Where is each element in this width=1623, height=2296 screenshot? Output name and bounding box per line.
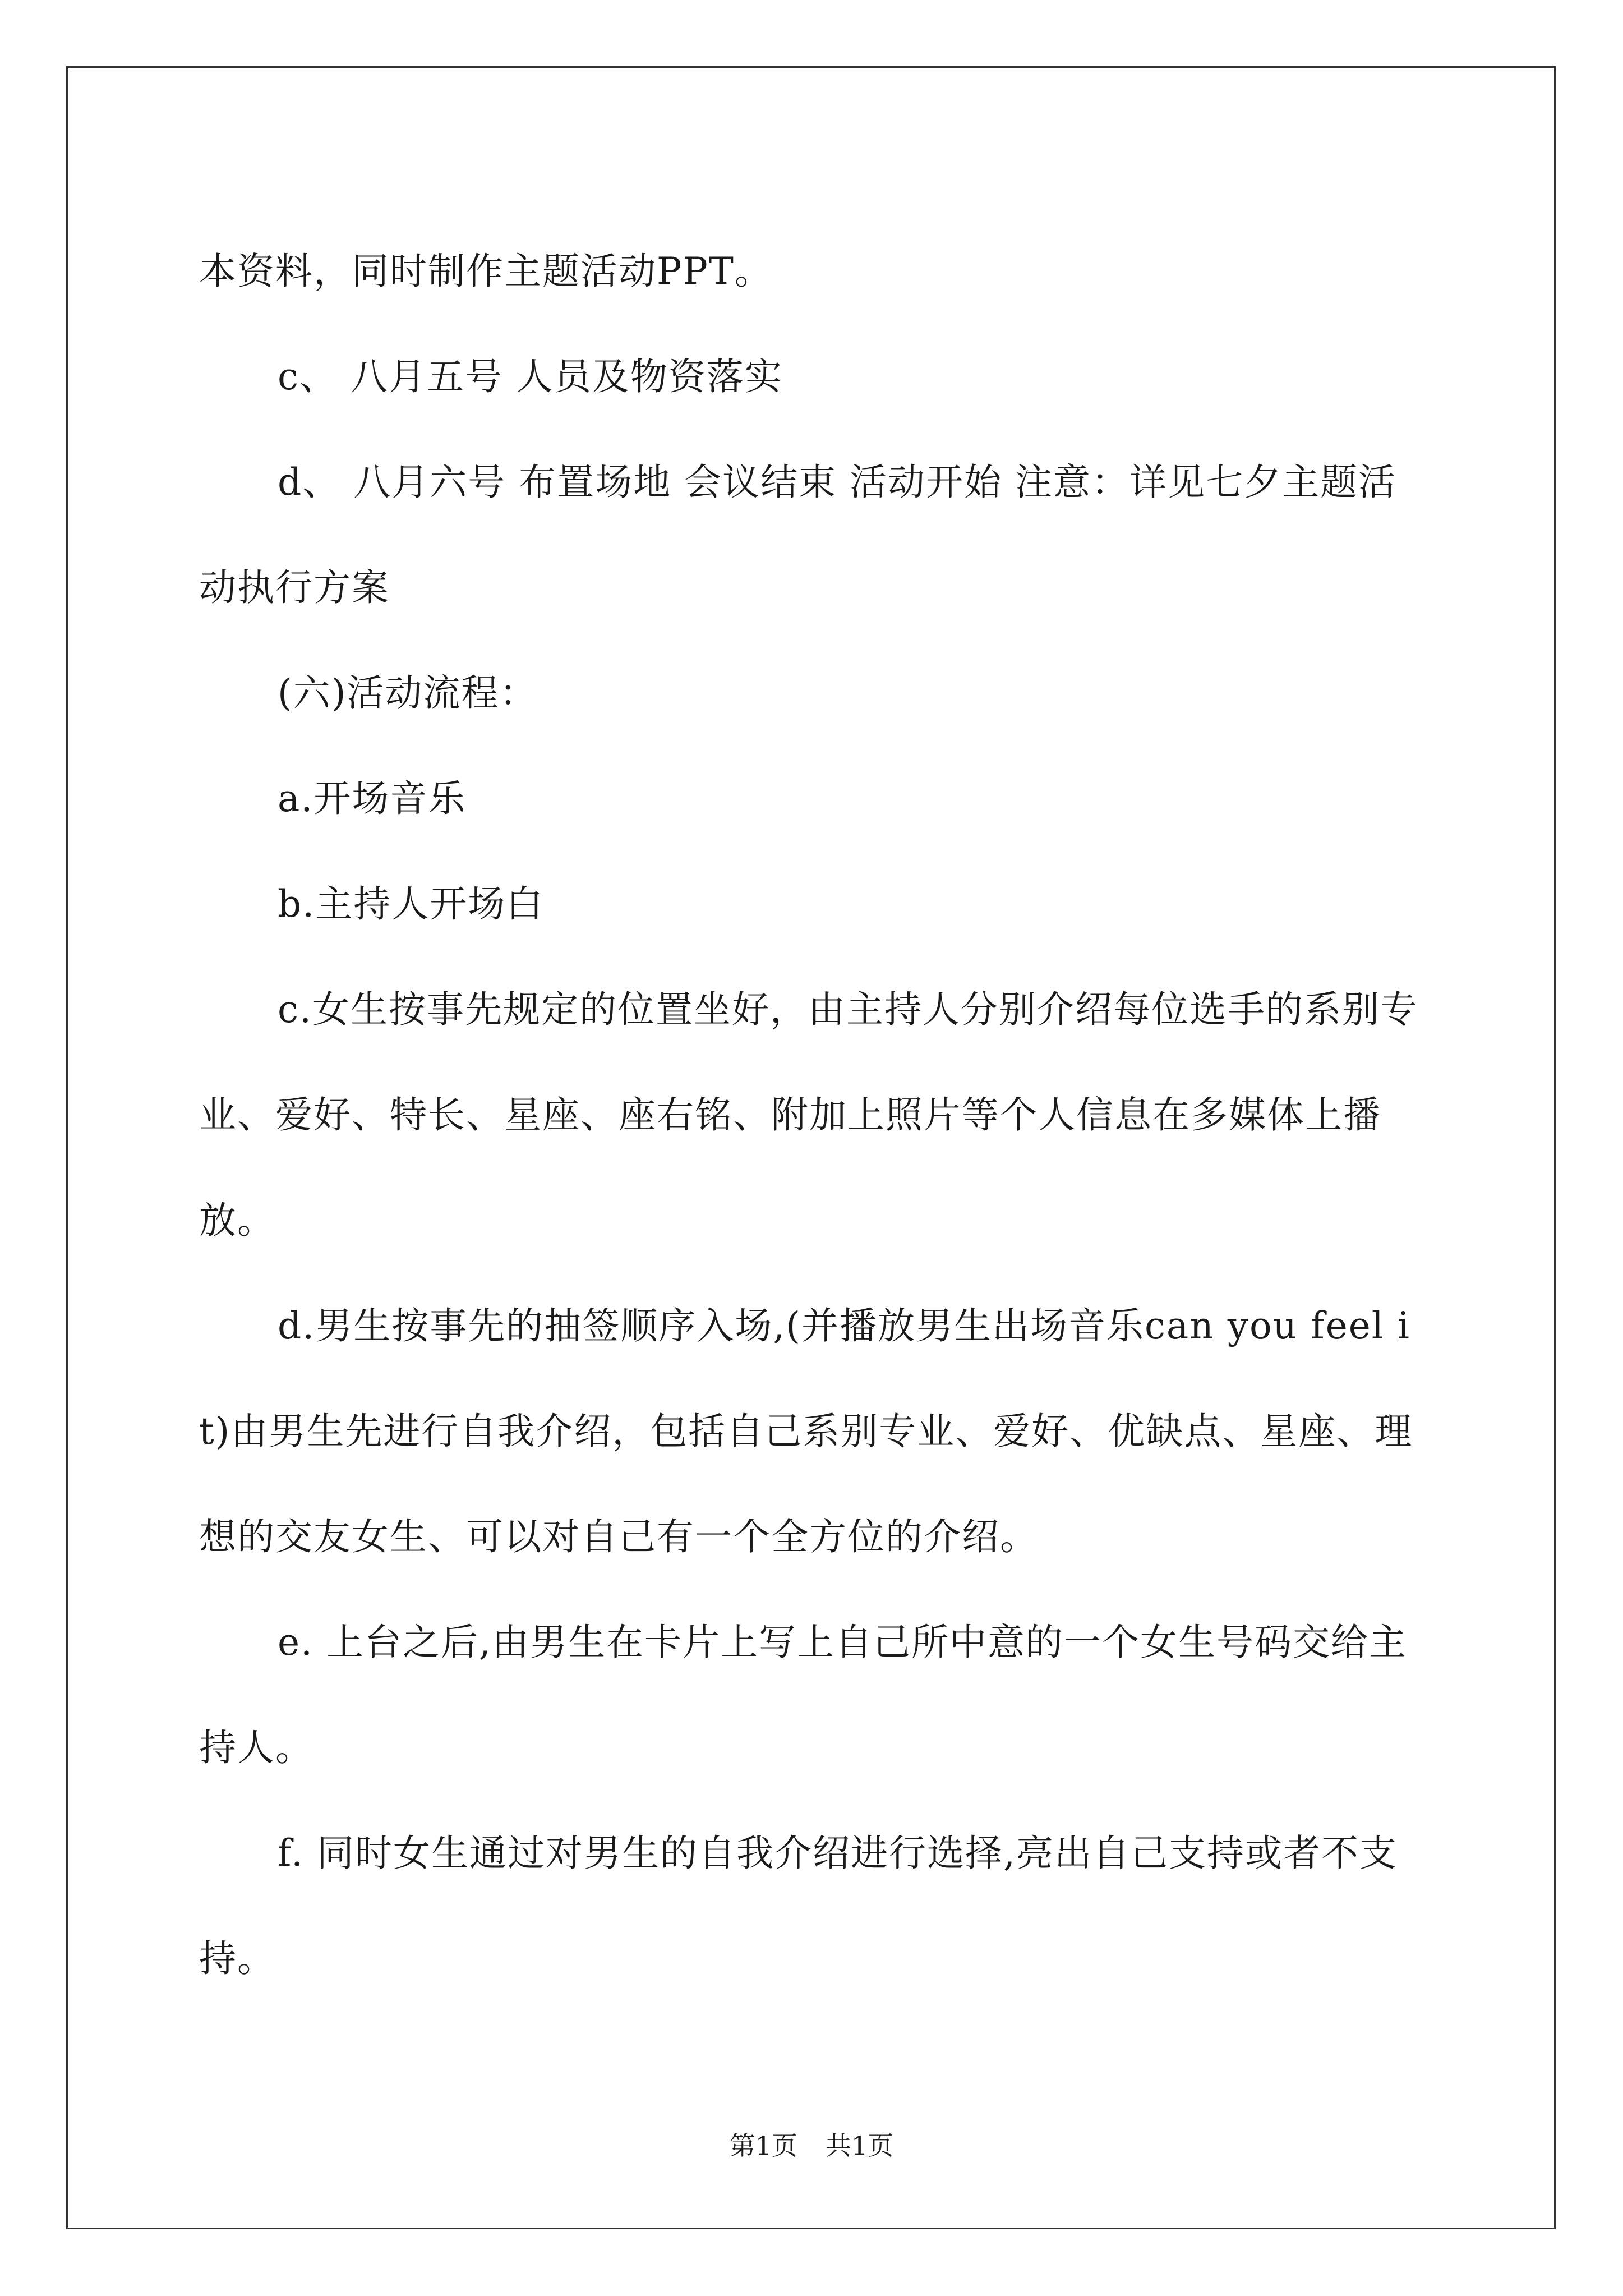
document-body bbox=[199, 219, 1427, 2012]
page-total: 共1页 bbox=[826, 2131, 894, 2161]
page-number: 第1页 bbox=[729, 2131, 797, 2161]
flow-step-f: f. 同时女生通过对男生的自我介绍进行选择,亮出自己支持或者不支持。 bbox=[199, 1832, 1398, 1980]
flow-step-e: e. 上台之后,由男生在卡片上写上自己所中意的一个女生号码交给主持人。 bbox=[199, 1621, 1407, 1769]
section-heading-activity-flow: (六)活动流程： bbox=[278, 671, 538, 715]
flow-step-c: c.女生按事先规定的位置坐好，由主持人分别介绍每位选手的系别专业、爱好、特长、星座、座右铭、附加上照片等个人信息在多媒体上播放。 bbox=[199, 988, 1418, 1242]
flow-step-b: b.主持人开场白 bbox=[278, 882, 545, 926]
flow-step-a: a.开场音乐 bbox=[278, 777, 467, 820]
flow-step-d: d.男生按事先的抽签顺序入场,(并播放男生出场音乐can you feel it)由男生先进行自我介绍，包括自己系别专业、爱好、优缺点、星座、理想的交友女生、可以对自己有一个全方位的介绍。 bbox=[199, 1304, 1413, 1558]
paragraph-item-c-aug5: c、 八月五号 人员及物资落实 bbox=[278, 355, 783, 398]
paragraph-item-d-aug6: d、 八月六号 布置场地 会议结束 活动开始 注意：详见七夕主题活动执行方案 bbox=[199, 461, 1397, 609]
paragraph-continuation: 本资料，同时制作主题活动PPT。 bbox=[199, 250, 773, 293]
page-footer bbox=[0, 2129, 1623, 2162]
